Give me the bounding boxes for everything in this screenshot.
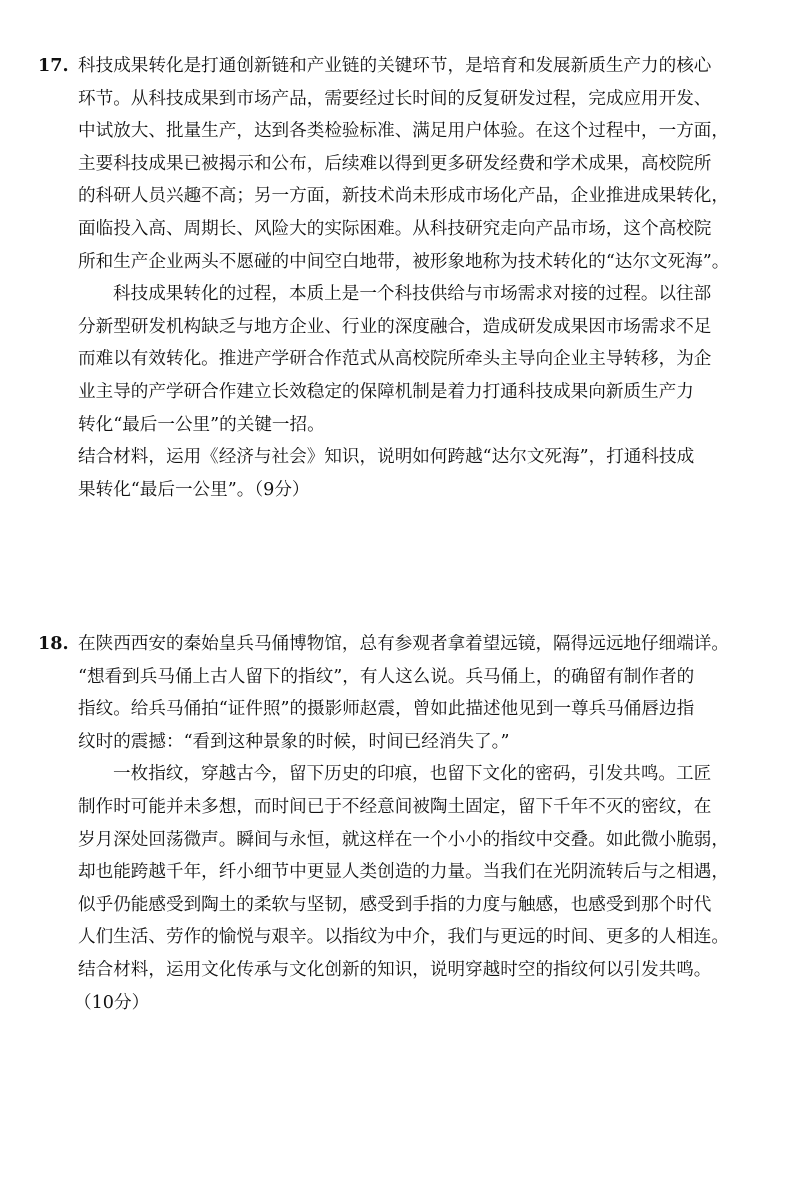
q18-line: 岁月深处回荡微声。瞬间与永恒，就这样在一个小小的指纹中交叠。如此微小脆弱， [78,829,729,850]
q17-prompt-line: 结合材料，运用《经济与社会》知识，说明如何跨越“达尔文死海”，打通科技成 [78,447,695,468]
q18-score-line: （10分） [74,992,150,1013]
q17-line: 的科研人员兴趣不高；另一方面，新技术尚未形成市场化产品，企业推进成果转化， [78,186,729,207]
q17-line: 面临投入高、周期长、风险大的实际困难。从科技研究走向产品市场，这个高校院 [78,218,712,239]
q17-line: 转化“最后一公里”的关键一招。 [78,414,325,435]
question-number: 17. [38,55,69,76]
q18-line: 似乎仍能感受到陶土的柔软与坚韧，感受到手指的力度与触感，也感受到那个时代 [78,894,712,915]
q17-line: 科技成果转化的过程，本质上是一个科技供给与市场需求对接的过程。以往部 [113,284,712,305]
q18-line: 人们生活、劳作的愉悦与艰辛。以指纹为中介，我们与更远的时间、更多的人相连。 [78,927,729,948]
q18-line: 制作时可能并未多想，而时间已于不经意间被陶土固定，留下千年不灭的密纹，在 [78,796,712,817]
question-18 [38,628,778,1019]
question-17 [38,50,778,506]
q17-line: 主要科技成果已被揭示和公布，后续难以得到更多研发经费和学术成果，高校院所 [78,153,712,174]
q17-line: 所和生产企业两头不愿碰的中间空白地带，被形象地称为技术转化的“达尔文死海”。 [78,251,730,272]
q18-line-1: 18. 在陕西西安的秦始皇兵马俑博物馆，总有参观者拿着望远镜，隔得远远地仔细端详。 [38,628,778,661]
q17-line: 环节。从科技成果到市场产品，需要经过长时间的反复研发过程，完成应用开发、 [78,88,712,109]
q18-line: 指纹。给兵马俑拍“证件照”的摄影师赵震，曾如此描述他见到一尊兵马俑唇边指 [78,699,695,720]
q18-prompt-line: 结合材料，运用文化传承与文化创新的知识，说明穿越时空的指纹何以引发共鸣。 [78,959,712,980]
q17-line: 业主导的产学研合作建立长效稳定的保障机制是着力打通科技成果向新质生产力 [78,381,694,402]
question-number: 18. [38,633,69,654]
q17-line: 中试放大、批量生产，达到各类检验标准、满足用户体验。在这个过程中，一方面， [78,121,729,142]
q17-line: 分新型研发机构缺乏与地方企业、行业的深度融合，造成研发成果因市场需求不足 [78,316,712,337]
q17-line: 而难以有效转化。推进产学研合作范式从高校院所牵头主导向企业主导转移，为企 [78,349,712,370]
q18-line: “想看到兵马俑上古人留下的指纹”，有人这么说。兵马俑上，的确留有制作者的 [78,666,695,687]
q18-line: 却也能跨越千年，纤小细节中更显人类创造的力量。当我们在光阴流转后与之相遇， [78,862,729,883]
q18-line: 一枚指纹，穿越古今，留下历史的印痕，也留下文化的密码，引发共鸣。工匠 [113,764,712,785]
q17-line-1: 17. 科技成果转化是打通创新链和产业链的关键环节，是培育和发展新质生产力的核心 [38,50,778,83]
q17-prompt-line: 果转化“最后一公里”。（9分） [78,479,310,500]
q18-line: 纹时的震撼：“看到这种景象的时候，时间已经消失了。” [78,731,510,752]
